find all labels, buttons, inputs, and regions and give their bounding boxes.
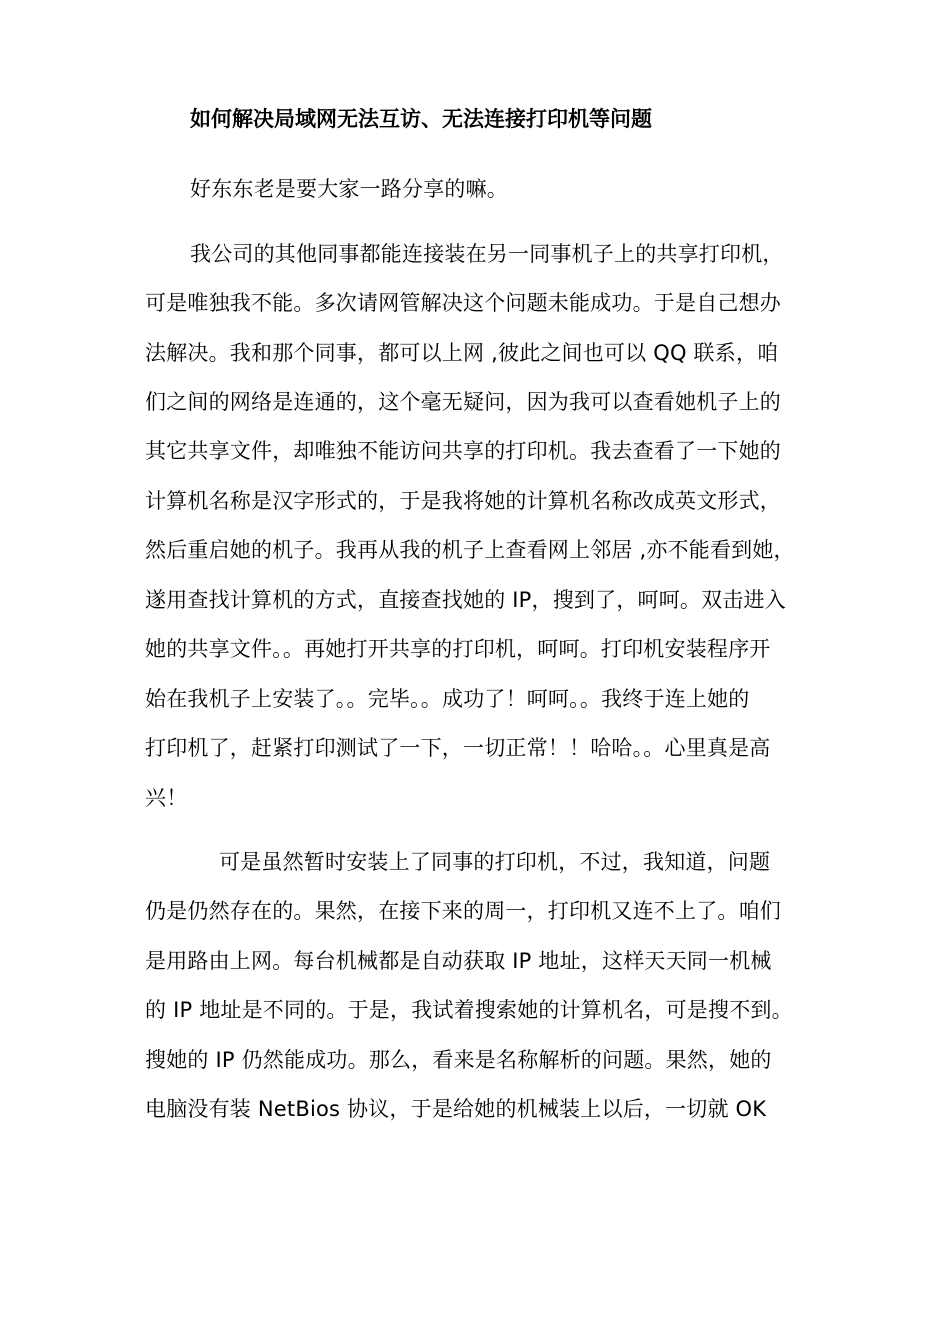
paragraph-1-line: 可是唯独我不能。多次请网管解决这个问题未能成功。于是自己想办 [145, 291, 781, 315]
paragraph-1-line: 我公司的其他同事都能连接装在另一同事机子上的共享打印机， [190, 242, 784, 266]
paragraph-1-line: 计算机名称是汉字形式的，于是我将她的计算机名称改成英文形式， [145, 489, 781, 513]
paragraph-2-line: 的 IP 地址是不同的。于是，我试着搜索她的计算机名，可是搜不到。 [145, 998, 793, 1022]
paragraph-2-line: 是用路由上网。每台机械都是自动获取 IP 地址，这样天天同一机械 [145, 949, 772, 973]
paragraph-1-line: 打印机了，赶紧打印测试了一下，一切正常！！哈哈。。心里真是高 [145, 736, 771, 760]
paragraph-2-line: 可是虽然暂时安装上了同事的打印机，不过，我知道，问题 [219, 850, 771, 874]
paragraph-1-line: 她的共享文件。。再她打开共享的打印机，呵呵。打印机安装程序开 [145, 637, 771, 661]
paragraph-1-line: 其它共享文件，却唯独不能访问共享的打印机。我去查看了一下她的 [145, 439, 781, 463]
paragraph-1-line: 们之间的网络是连通的，这个毫无疑问，因为我可以查看她机子上的 [145, 390, 781, 414]
paragraph-1-line: 始在我机子上安装了。。完毕。。成功了！呵呵。。我终于连上她的 [145, 687, 750, 711]
paragraph-intro-line: 好东东老是要大家一路分享的嘛。 [190, 177, 508, 201]
paragraph-2-line: 仍是仍然存在的。果然，在接下来的周一，打印机又连不上了。咱们 [145, 899, 781, 923]
paragraph-1-line: 兴！ [145, 786, 188, 810]
paragraph-2-line: 电脑没有装 NetBios 协议，于是给她的机械装上以后，一切就 OK [145, 1097, 767, 1121]
paragraph-1-line: 法解决。我和那个同事，都可以上网 ,彼此之间也可以 QQ 联系，咱 [145, 341, 779, 365]
document-title: 如何解决局域网无法互访、无法连接打印机等问题 [190, 107, 652, 131]
paragraph-1-line: 然后重启她的机子。我再从我的机子上查看网上邻居 ,亦不能看到她， [145, 538, 795, 562]
paragraph-1-line: 遂用查找计算机的方式，直接查找她的 IP，搜到了，呵呵。双击进入 [145, 588, 786, 612]
paragraph-2-line: 搜她的 IP 仍然能成功。那么，看来是名称解析的问题。果然，她的 [145, 1048, 772, 1072]
